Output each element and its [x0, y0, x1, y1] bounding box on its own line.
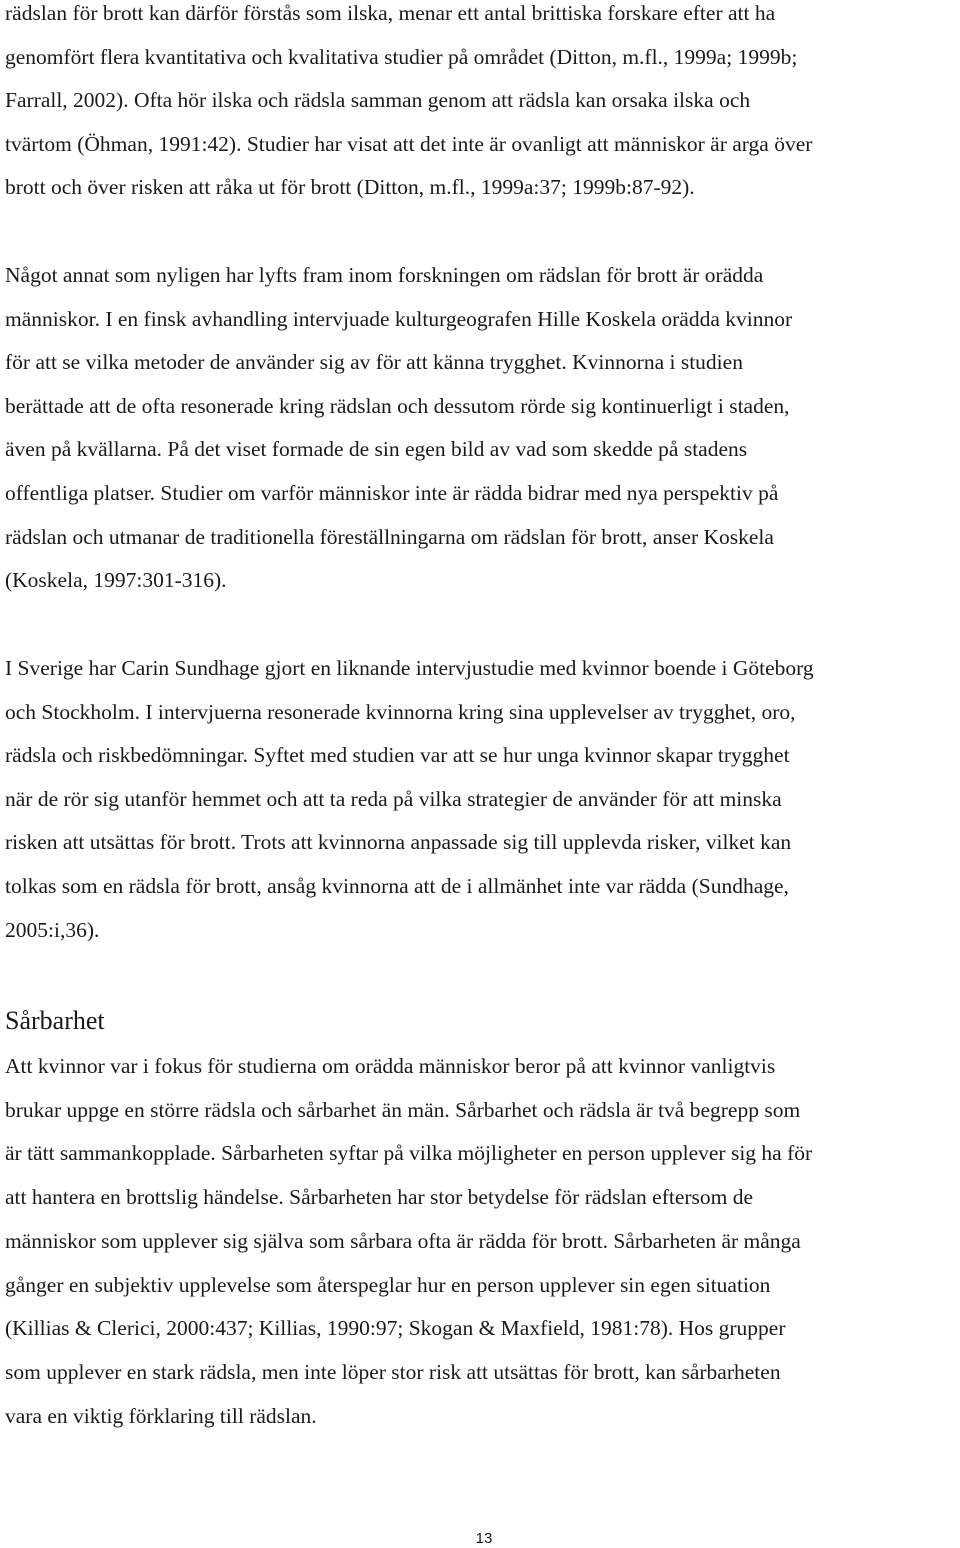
- paragraph-1-line-5: brott och över risken att råka ut för brott (Ditton, m.fl., 1999a:37; 1999b:87-92).: [5, 175, 695, 199]
- paragraph-2-line-6: offentliga platser. Studier om varför människor inte är rädda bidrar med nya perspektiv på: [5, 481, 779, 505]
- paragraph-2-line-7: rädslan och utmanar de traditionella föreställningarna om rädslan för brott, anser Koskela: [5, 525, 774, 549]
- paragraph-2-line-5: även på kvällarna. På det viset formade de sin egen bild av vad som skedde på stadens: [5, 437, 748, 461]
- paragraph-2-line-8: (Koskela, 1997:301-316).: [5, 568, 227, 592]
- section-heading: Sårbarhet: [5, 1006, 105, 1035]
- paragraph-2-line-2: människor. I en finsk avhandling intervjuade kulturgeografen Hille Koskela orädda kvinnor: [5, 307, 793, 331]
- section-line-2: brukar uppge en större rädsla och sårbarhet än män. Sårbarhet och rädsla är två begrepp som: [5, 1098, 801, 1122]
- paragraph-3-line-5: risken att utsättas för brott. Trots att kvinnorna anpassade sig till upplevda risker, vilket kan: [5, 830, 792, 854]
- section-line-4: att hantera en brottslig händelse. Sårbarheten har stor betydelse för rädslan eftersom de: [5, 1185, 754, 1209]
- section-line-9: vara en viktig förklaring till rädslan.: [5, 1404, 317, 1428]
- paragraph-1-line-4: tvärtom (Öhman, 1991:42). Studier har visat att det inte är ovanligt att människor är arga över: [5, 132, 813, 156]
- page-number: 13: [475, 1530, 493, 1547]
- section-line-8: som upplever en stark rädsla, men inte löper stor risk att utsättas för brott, kan sårbarheten: [5, 1360, 781, 1384]
- paragraph-3-line-2: och Stockholm. I intervjuerna resonerade kvinnorna kring sina upplevelser av trygghet, oro,: [5, 700, 796, 724]
- paragraph-3-line-7: 2005:i,36).: [5, 918, 100, 942]
- paragraph-1-line-2: genomfört flera kvantitativa och kvalitativa studier på området (Ditton, m.fl., 1999a; 1999b;: [5, 45, 798, 69]
- section-line-7: (Killias & Clerici, 2000:437; Killias, 1990:97; Skogan & Maxfield, 1981:78). Hos grupper: [5, 1316, 786, 1340]
- paragraph-3-line-6: tolkas som en rädsla för brott, ansåg kvinnorna att de i allmänhet inte var rädda (Sundhage,: [5, 874, 789, 898]
- paragraph-3-line-3: rädsla och riskbedömningar. Syftet med studien var att se hur unga kvinnor skapar trygghet: [5, 743, 790, 767]
- paragraph-2-line-3: för att se vilka metoder de använder sig av för att känna trygghet. Kvinnorna i studien: [5, 350, 743, 374]
- paragraph-2-line-1: Något annat som nyligen har lyfts fram inom forskningen om rädslan för brott är orädda: [5, 263, 764, 287]
- section-line-3: är tätt sammankopplade. Sårbarheten syftar på vilka möjligheter en person upplever sig ha för: [5, 1141, 813, 1165]
- paragraph-2-line-4: berättade att de ofta resonerade kring rädslan och dessutom rörde sig kontinuerligt i staden,: [5, 394, 790, 418]
- paragraph-1-line-1: rädslan för brott kan därför förstås som ilska, menar ett antal brittiska forskare efter att ha: [5, 1, 776, 25]
- section-line-1: Att kvinnor var i fokus för studierna om orädda människor beror på att kvinnor vanligtvis: [5, 1054, 776, 1078]
- paragraph-3-line-4: när de rör sig utanför hemmet och att ta reda på vilka strategier de använder för att minska: [5, 787, 782, 811]
- section-line-5: människor som upplever sig själva som sårbara ofta är rädda för brott. Sårbarheten är många: [5, 1229, 801, 1253]
- paragraph-1-line-3: Farrall, 2002). Ofta hör ilska och rädsla samman genom att rädsla kan orsaka ilska och: [5, 88, 751, 112]
- paragraph-3-line-1: I Sverige har Carin Sundhage gjort en liknande intervjustudie med kvinnor boende i Göteborg: [5, 656, 814, 680]
- section-line-6: gånger en subjektiv upplevelse som återspeglar hur en person upplever sin egen situation: [5, 1273, 771, 1297]
